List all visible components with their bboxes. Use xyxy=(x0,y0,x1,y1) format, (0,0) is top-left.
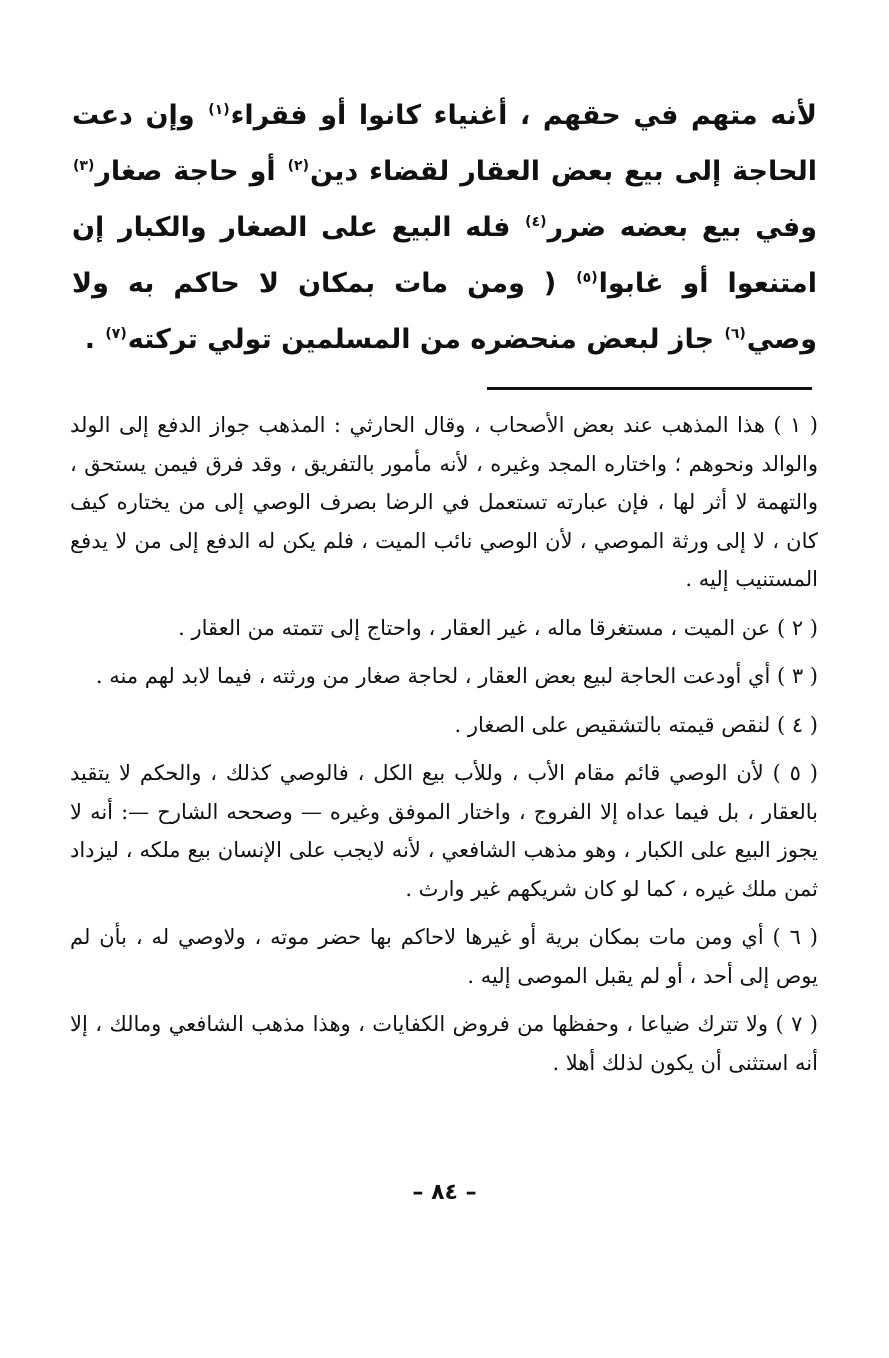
footnote-number: ( ١ ) xyxy=(773,413,818,437)
footnotes xyxy=(70,406,818,1092)
main-paragraph xyxy=(72,88,817,368)
footnote xyxy=(70,657,818,696)
footnote-ref: (٣) xyxy=(73,158,95,174)
footnote-number: ( ٧ ) xyxy=(775,1012,818,1036)
footnote-ref: (٦) xyxy=(724,326,746,342)
main-text-segment: جاز لبعض منحضره من المسلمين تولي تركته xyxy=(127,324,724,355)
footnote-number: ( ٢ ) xyxy=(776,615,818,640)
footnote-divider xyxy=(487,387,812,390)
footnote-text: عن الميت ، مستغرقا ماله ، غير العقار ، واحتاج إلى تتمته من العقار . xyxy=(178,615,777,640)
footnote-number: ( ٣ ) xyxy=(776,664,818,688)
page-number: – ٨٤ – xyxy=(412,1180,477,1205)
footnote-ref: (٤) xyxy=(525,214,547,230)
main-text xyxy=(72,88,817,368)
footnote-text: ولا تترك ضياعا ، وحفظها من فروض الكفايات ، وهذا مذهب الشافعي ومالك ، إلا أنه استثنى أن يكون لذلك أهلا . xyxy=(70,1012,818,1075)
footnote-ref: (٢) xyxy=(287,158,309,174)
footnote-ref: (١) xyxy=(208,102,230,118)
footnote xyxy=(70,609,818,648)
footnote-text: لنقص قيمته بالتشقيص على الصغار . xyxy=(454,712,777,737)
main-text-segment: ( ومن مات بمكان لا حاكم به ولا وصي xyxy=(72,268,817,355)
footnote-text: أي ومن مات بمكان برية أو غيرها لاحاكم بها حضر موته ، ولاوصي له ، بأن لم يوص إلى أحد ، أو لم يقبل الموصى إليه . xyxy=(70,925,818,988)
footnote-number: ( ٦ ) xyxy=(772,925,819,949)
main-text-segment: فله البيع على الصغار والكبار إن امتنعوا أو غابوا xyxy=(72,212,817,299)
footnote-ref: (٧) xyxy=(105,326,127,342)
footnote xyxy=(70,1005,818,1082)
main-text-segment: وفي بيع بعضه ضرر xyxy=(547,212,817,243)
main-text-segment: لأنه متهم في حقهم ، أغنياء كانوا أو فقراء xyxy=(230,100,817,131)
footnote-ref: (٥) xyxy=(576,270,598,286)
main-text-segment: أو حاجة صغار xyxy=(95,156,287,187)
footnote xyxy=(70,706,818,745)
footnote-number: ( ٥ ) xyxy=(772,761,818,785)
footnote-text: أي أودعت الحاجة لبيع بعض العقار ، لحاجة صغار من ورثته ، فيما لابد لهم منه . xyxy=(95,664,777,688)
footnote-number: ( ٤ ) xyxy=(776,712,818,737)
footnote-text: لأن الوصي قائم مقام الأب ، وللأب بيع الكل ، فالوصي كذلك ، والحكم لا يتقيد بالعقار ، بل فيما عداه إلا الفروج ، واختار الموفق وغيره — وصححه الشارح —: أنه لا يجوز البيع على الكبار ، وهو مذهب الشافعي ، لأنه لايجب على الإنسان بيع ملكه ، ليزداد ثمن ملك غيره ، كما لو كان شريكهم غير وارث . xyxy=(70,761,818,901)
main-text-segment: . xyxy=(84,324,105,355)
footnote xyxy=(70,918,818,995)
footnote xyxy=(70,406,818,599)
main-text-segment: وإن دعت الحاجة إلى بيع بعض العقار لقضاء دين xyxy=(72,100,817,187)
footnote xyxy=(70,754,818,908)
footnote-text: هذا المذهب عند بعض الأصحاب ، وقال الحارثي : المذهب جواز الدفع إلى الولد والوالد ونحوهم ؛ واختاره المجد وغيره ، لأنه مأمور بالتفريق ، وقد فرق فيمن يستحق ، والتهمة لا أثر لها ، فإن عبارته تستعمل في الرضا بصرف الوصي إلى من يختاره كيف كان ، لا إلى ورثة الموصي ، لأن الوصي نائب الميت ، فلم يكن له الدفع إلى من لا يدفع المستنيب إليه . xyxy=(70,413,818,591)
